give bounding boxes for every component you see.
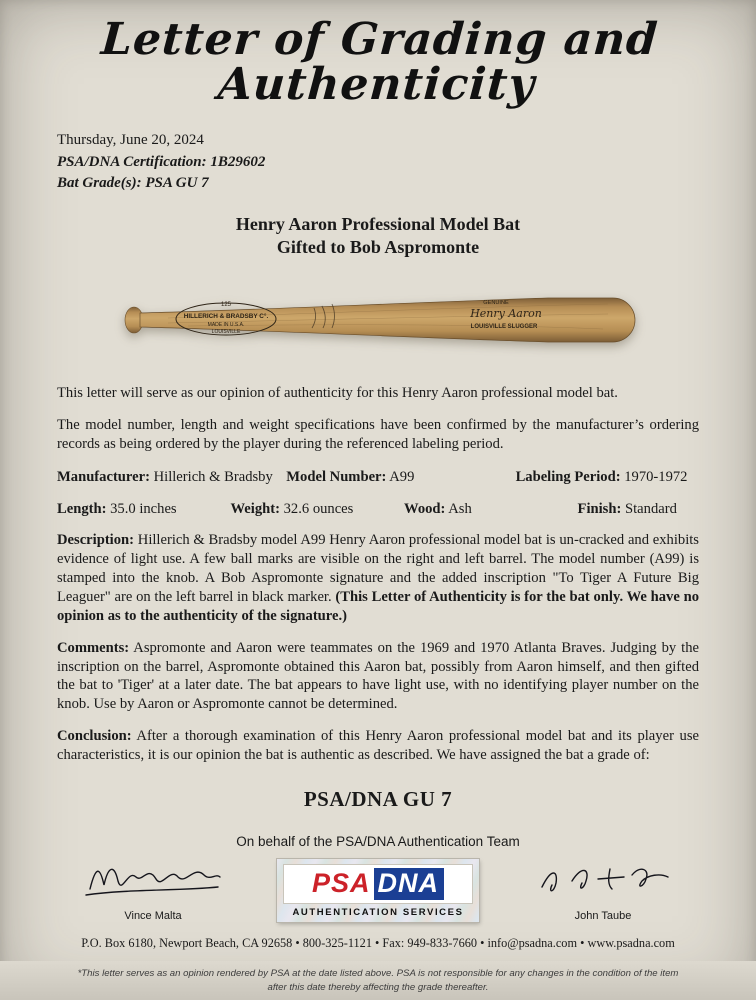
footer-disclaimer: [0, 961, 756, 1000]
signature-row: [68, 855, 688, 922]
vince-malta-signature: [78, 855, 228, 903]
description-text: Hillerich & Bradsby model A99 Henry Aaron professional model bat is un-cracked and exhibits evidence of light use. A few ball marks are visible on the right and left barrel. The model number (A99) is stamped into the knob. A Bob Aspromonte signature and the added inscription "To Tiger A Future Big Leaguer" are on the left barrel in black marker.: [57, 531, 699, 605]
bat-grade-line: [57, 173, 699, 195]
meta-block: [57, 130, 699, 195]
on-behalf-line: On behalf of the PSA/DNA Authentication Team: [236, 834, 520, 850]
spec-length: Length: 35.0 inches: [57, 500, 177, 517]
bat-brand-city: LOUISVILLE: [211, 328, 241, 335]
bat-illustration: [108, 274, 648, 366]
certification-line: [57, 152, 699, 174]
bat-player-signature-stamp: Henry Aaron: [470, 306, 542, 320]
item-heading: [57, 213, 699, 260]
psa-dna-logo: [277, 859, 479, 922]
psa-dna-wordmark: [283, 864, 473, 904]
disclaimer-line1: *This letter serves as an opinion rendered by PSA at the date listed above. PSA is not responsible for any changes in the condition of the item: [77, 968, 679, 980]
bat-slugger-stamp: LOUISVILLE SLUGGER: [470, 323, 538, 330]
bat-brand-name: HILLERICH & BRADSBY C°.: [183, 312, 269, 320]
spec-weight: Weight: 32.6 ounces: [230, 500, 354, 517]
item-heading-line2: Gifted to Bob Aspromonte: [276, 237, 480, 258]
authentication-services-label: AUTHENTICATION SERVICES: [292, 907, 464, 919]
bat-photo: [108, 274, 648, 371]
bat-body: [140, 298, 635, 342]
bat-genuine-stamp: GENUINE: [483, 299, 509, 306]
bat-brand-number: 125: [220, 301, 232, 308]
comments-label: Comments:: [57, 639, 130, 656]
spec-labeling-period: Labeling Period: 1970-1972: [515, 468, 688, 485]
bat-brand-origin: MADE IN U.S.A.: [207, 321, 245, 328]
disclaimer-line2: after this date thereby affecting the grade thereafter.: [267, 982, 489, 994]
letter-title-line1: Letter of Grading and: [99, 14, 660, 65]
description-bold-tail: (This Letter of Authenticity is for the bat only. We have no opinion as to the authenticity of the signature.): [57, 588, 699, 624]
signer-name: John Taube: [574, 910, 632, 923]
signer-name: Vince Malta: [124, 910, 182, 923]
item-heading-line1: Henry Aaron Professional Model Bat: [235, 214, 521, 234]
certification-value: 1B29602: [210, 153, 266, 170]
signer-vince-malta: [68, 855, 238, 922]
spec-wood: Wood: Ash: [404, 500, 472, 517]
intro-paragraph: This letter will serve as our opinion of authenticity for this Henry Aaron professional model bat.: [57, 384, 618, 401]
footer-address: P.O. Box 6180, Newport Beach, CA 92658 • 800-325-1121 • Fax: 949-833-7660 • info@psadna.com • www.psadna.com: [81, 936, 675, 951]
john-taube-signature: [528, 859, 678, 903]
spec-manufacturer: Manufacturer: Hillerich & Bradsby: [57, 468, 273, 485]
certification-label: PSA/DNA Certification:: [57, 153, 207, 170]
spec-row-1: [57, 469, 699, 486]
confirmation-paragraph: The model number, length and weight specifications have been confirmed by the manufacturer’s ordering records as being ordered by the player during the referenced labeling period.: [57, 416, 699, 452]
conclusion-label: Conclusion:: [57, 728, 132, 745]
psa-logo-text: PSA: [311, 868, 371, 899]
bat-grade-value: PSA GU 7: [145, 175, 209, 192]
letter-date: Thursday, June 20, 2024: [57, 131, 204, 148]
letter-title: [54, 14, 702, 110]
description-paragraph: [57, 531, 699, 626]
bat-grade-label: Bat Grade(s):: [57, 175, 142, 192]
spec-model-number: Model Number: A99: [286, 468, 415, 485]
spec-row-2: [57, 501, 699, 518]
assigned-grade: PSA/DNA GU 7: [303, 787, 453, 812]
signer-john-taube: [518, 859, 688, 922]
comments-paragraph: [57, 639, 699, 715]
conclusion-paragraph: [57, 727, 699, 765]
spec-finish: Finish: Standard: [577, 500, 677, 517]
comments-text: Aspromonte and Aaron were teammates on the 1969 and 1970 Atlanta Braves. Judging by the inscription on the barrel, Aspromonte obtained this Aaron bat, possibly from Aaron himself, and then gifted the bat to 'Tiger' at a later date. The bat appears to have light use, with no identifying player number on the knob. Use by Aaron or Aspromonte cannot be determined.: [57, 639, 699, 713]
letter-title-line2: Authenticity: [216, 58, 537, 110]
dna-logo-text: DNA: [374, 868, 445, 900]
conclusion-text: After a thorough examination of this Henry Aaron professional model bat and its player use characteristics, it is our opinion the bat is authentic as described. We have assigned the bat a grade of:: [57, 728, 699, 764]
description-label: Description:: [57, 531, 135, 548]
